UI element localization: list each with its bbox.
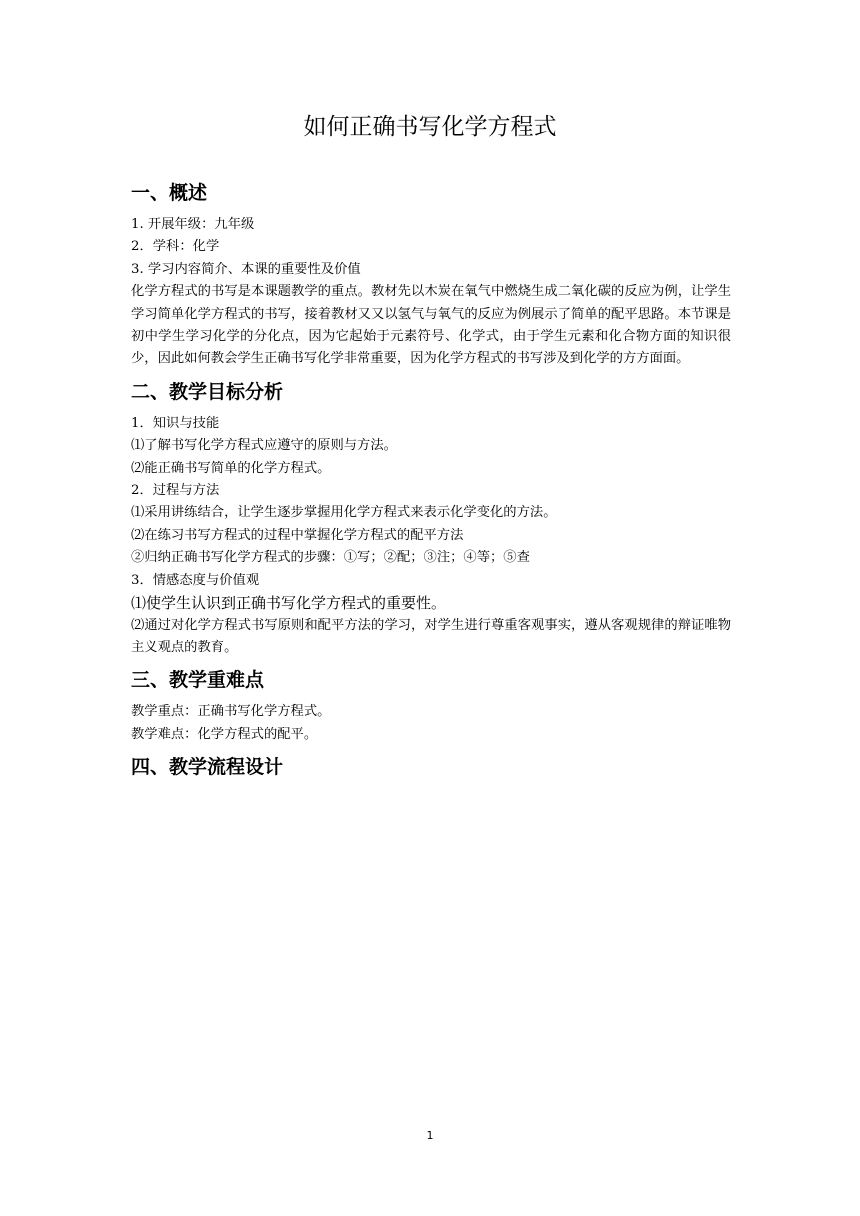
objective-line: 1．知识与技能 (131, 415, 220, 431)
section-heading-objectives: 二、教学目标分析 (131, 380, 284, 403)
page-number: 1 (426, 1129, 434, 1142)
key-point-difficulty: 教学难点：化学方程式的配平。 (131, 726, 318, 742)
objective-emphasis-line: ⑴使学生认识到正确书写化学方程式的重要性。 (131, 594, 447, 613)
objective-line: ⑴了解书写化学方程式应遵守的原则与方法。 (131, 438, 397, 454)
overview-paragraph: 化学方程式的书写是本课题教学的重点。教材先以木炭在氧气中燃烧生成二氧化碳的反应为例，让学生学习简单化学方程式的书写，接着教材又又以氢气与氧气的反应为例展示了简单的配平思路。本节课是初中学生学习化学的分化点，因为它起始于元素符号、化学式，由于学生元素和化合物方面的知识很少，因此如何教会学生正确书写化学非常重要，因为化学方程式的书写涉及到化学的方方面面。 (131, 284, 731, 367)
objective-line: 3．情感态度与价值观 (131, 572, 260, 588)
objective-line: ⑵能正确书写简单的化学方程式。 (131, 460, 331, 476)
section-heading-process: 四、教学流程设计 (131, 756, 284, 779)
overview-item-subject: 2．学科：化学 (131, 239, 220, 255)
objective-line: ⑴采用讲练结合，让学生逐步掌握用化学方程式来表示化学变化的方法。 (131, 505, 557, 521)
objective-line: ②归纳正确书写化学方程式的步骤：①写；②配；③注；④等；⑤查 (131, 550, 530, 566)
objective-paragraph: ⑵通过对化学方程式书写原则和配平方法的学习，对学生进行尊重客观事实，遵从客观规律的辩证唯物主义观点的教育。 (131, 617, 731, 655)
key-point-focus: 教学重点：正确书写化学方程式。 (131, 704, 331, 720)
overview-item-intro: 3. 学习内容简介、本课的重要性及价值 (131, 261, 361, 277)
section-heading-key-points: 三、教学重难点 (131, 669, 265, 692)
document-title: 如何正确书写化学方程式 (303, 114, 557, 140)
objective-line: ⑵在练习书写方程式的过程中掌握化学方程式的配平方法 (131, 527, 464, 543)
objective-line: 2．过程与方法 (131, 483, 220, 499)
overview-item-grade: 1. 开展年级：九年级 (131, 217, 255, 232)
document-body (131, 178, 731, 788)
section-heading-overview: 一、概述 (131, 182, 208, 204)
